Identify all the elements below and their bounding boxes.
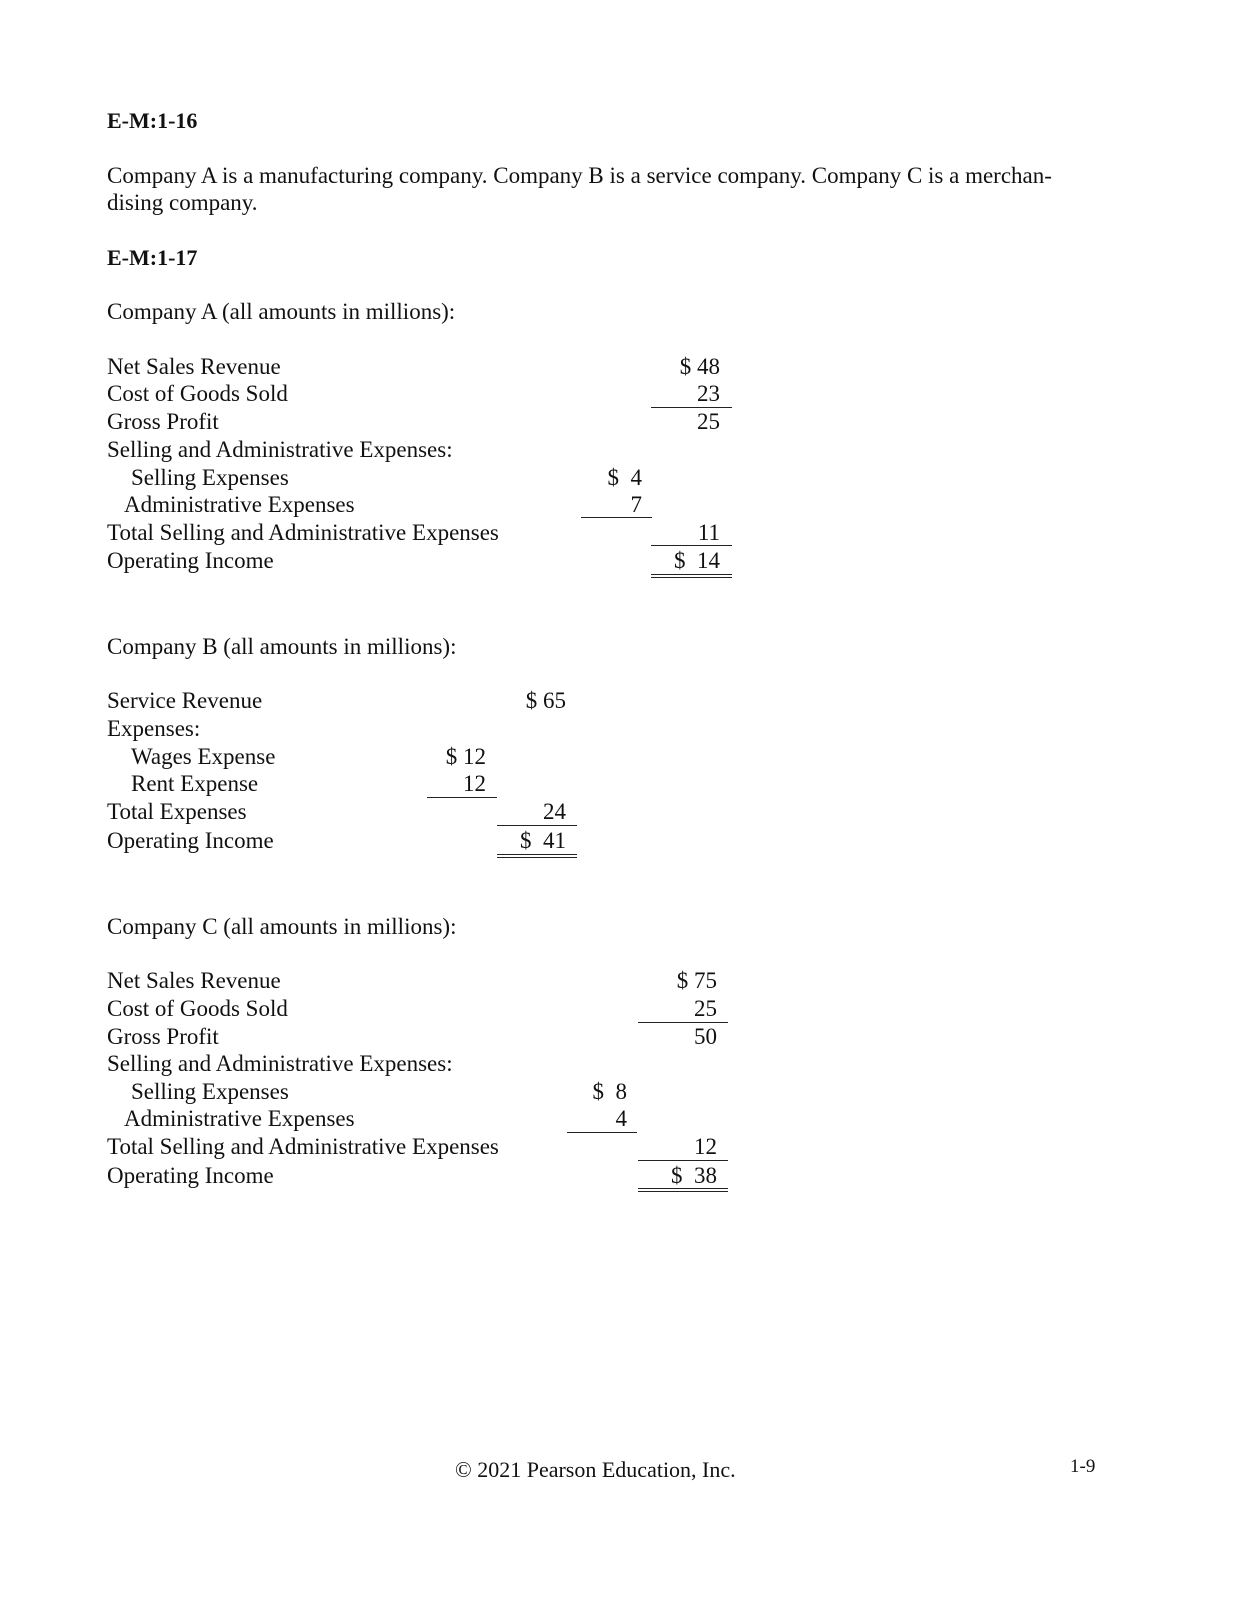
company-c-admin-label: Administrative Expenses [124, 1106, 355, 1131]
company-b-expenses-header: Expenses: [107, 716, 201, 741]
company-c-op-income-value: $ 38 [671, 1163, 717, 1188]
company-b-total-expenses-label: Total Expenses [107, 799, 247, 824]
exercise-heading-16: E-M:1-16 [107, 108, 198, 133]
company-a-selling-label: Selling Expenses [131, 465, 289, 490]
company-c-total-underline [638, 1160, 728, 1161]
company-c-cogs-value: 25 [694, 996, 717, 1021]
company-c-double-underline [638, 1188, 728, 1192]
company-b-wages-value: $ 12 [445, 744, 486, 769]
company-b-rent-value: 12 [463, 771, 486, 796]
company-a-cogs-label: Cost of Goods Sold [107, 381, 288, 406]
company-c-op-income-label: Operating Income [107, 1163, 274, 1188]
company-c-cogs-label: Cost of Goods Sold [107, 996, 288, 1021]
company-c-net-sales-label: Net Sales Revenue [107, 968, 281, 993]
company-a-total-underline [651, 545, 732, 546]
company-c-admin-underline [567, 1132, 637, 1133]
company-c-net-sales-value: $ 75 [676, 968, 717, 993]
page-number: 1-9 [1070, 1456, 1096, 1477]
company-b-total-expenses-value: 24 [543, 799, 566, 824]
company-a-op-income-label: Operating Income [107, 548, 274, 573]
company-c-gross-profit-value: 50 [694, 1024, 717, 1049]
company-c-gross-profit-label: Gross Profit [107, 1024, 219, 1049]
company-a-total-sae-label: Total Selling and Administrative Expenses [107, 520, 499, 545]
company-c-admin-value: 4 [615, 1106, 627, 1131]
company-a-total-sae-value: 11 [697, 520, 720, 545]
company-b-op-income-label: Operating Income [107, 828, 274, 853]
company-a-net-sales-value: $ 48 [679, 354, 720, 379]
company-a-title: Company A (all amounts in millions): [107, 299, 456, 324]
company-b-total-underline [497, 825, 577, 826]
company-b-rent-underline [427, 797, 497, 798]
company-a-selling-value: $ 4 [607, 465, 642, 490]
company-c-selling-label: Selling Expenses [131, 1079, 289, 1104]
company-a-sae-header: Selling and Administrative Expenses: [107, 437, 453, 462]
company-c-sae-header: Selling and Administrative Expenses: [107, 1051, 453, 1076]
company-b-double-underline [497, 854, 577, 858]
company-c-total-sae-label: Total Selling and Administrative Expenses [107, 1134, 499, 1159]
company-b-service-revenue-value: $ 65 [525, 688, 566, 713]
company-b-wages-label: Wages Expense [131, 744, 276, 769]
company-b-title: Company B (all amounts in millions): [107, 634, 457, 659]
company-a-gross-profit-label: Gross Profit [107, 409, 219, 434]
company-b-rent-label: Rent Expense [131, 771, 259, 796]
company-b-op-income-value: $ 41 [520, 828, 566, 853]
exercise-heading-17: E-M:1-17 [107, 245, 198, 270]
company-a-double-underline [651, 574, 732, 578]
company-b-service-revenue-label: Service Revenue [107, 688, 263, 713]
company-a-admin-underline [581, 517, 652, 518]
company-a-op-income-value: $ 14 [674, 548, 720, 573]
company-a-admin-label: Administrative Expenses [124, 492, 355, 517]
copyright-footer: © 2021 Pearson Education, Inc. [455, 1457, 736, 1482]
company-c-title: Company C (all amounts in millions): [107, 914, 457, 939]
exercise-text-16: Company A is a manufacturing company. Company B is a service company. Company C is a merchan- dising company. [107, 163, 1052, 215]
company-c-total-sae-value: 12 [694, 1134, 717, 1159]
company-a-admin-value: 7 [630, 492, 642, 517]
company-a-cogs-value: 23 [697, 381, 720, 406]
company-a-gross-profit-value: 25 [697, 409, 720, 434]
company-c-selling-value: $ 8 [592, 1079, 627, 1104]
company-a-net-sales-label: Net Sales Revenue [107, 354, 281, 379]
